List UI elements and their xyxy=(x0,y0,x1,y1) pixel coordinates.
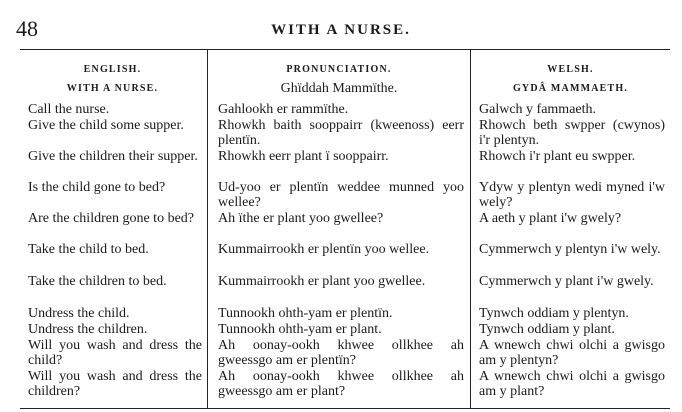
english-phrase: Take the child to bed. xyxy=(28,242,149,257)
english-phrase: Are the children gone to bed? xyxy=(28,211,194,226)
welsh-phrase: A wnewch chwi olchi a gwisgo am y plentyn? xyxy=(479,338,665,368)
welsh-phrase: Rhowch i'r plant eu swpper. xyxy=(479,149,636,164)
welsh-column xyxy=(471,50,670,408)
welsh-phrase: Ydyw y plentyn wedi myned i'w wely? xyxy=(479,180,665,210)
pronunciation-phrase: Kummairrookh er plentïn yoo wellee. xyxy=(218,242,430,257)
english-phrase: Undress the child. xyxy=(28,306,130,321)
pronunciation-column-subheader: Ghïddah Mammïthe. xyxy=(280,81,398,96)
pronunciation-phrase: Tunnookh ohth-yam er plant. xyxy=(218,322,382,337)
welsh-phrase: Tynwch oddiam y plentyn. xyxy=(479,306,629,321)
welsh-phrase: Cymmerwch y plant i'w gwely. xyxy=(479,274,654,289)
english-phrase: Call the nurse. xyxy=(28,102,110,117)
pronunciation-phrase: Ah oonay-ookh khwee ollkhee ah gweessgo am er plentïn? xyxy=(218,338,464,368)
welsh-phrase: Rhowch beth swpper (cwynos) i'r plentyn. xyxy=(479,118,665,148)
english-phrase: Give the child some supper. xyxy=(28,118,184,133)
english-phrase: Give the children their supper. xyxy=(28,149,198,164)
english-column-header: ENGLISH. xyxy=(83,64,142,75)
pronunciation-phrase: Ah oonay-ookh khwee ollkhee ah gweessgo am er plant? xyxy=(218,369,464,399)
english-column xyxy=(20,50,205,408)
english-phrase: Will you wash and dress the children? xyxy=(28,369,202,399)
welsh-phrase: A wnewch chwi olchi a gwisgo am y plant? xyxy=(479,369,665,399)
welsh-phrase: Cymmerwch y plentyn i'w wely. xyxy=(479,242,661,257)
phrase-table xyxy=(20,49,670,409)
pronunciation-phrase: Ah ïthe er plant yoo gwellee? xyxy=(218,211,384,226)
page-number: 48 xyxy=(16,16,38,41)
welsh-phrase: Tynwch oddiam y plant. xyxy=(479,322,615,337)
pronunciation-column xyxy=(207,50,471,408)
pronunciation-phrase: Rhowkh baith sooppairr (kweenoss) eerr plentïn. xyxy=(218,118,464,148)
welsh-column-header: WELSH. xyxy=(547,64,594,75)
pronunciation-phrase: Kummairrookh er plant yoo gwellee. xyxy=(218,274,426,289)
pronunciation-phrase: Gahlookh er rammïthe. xyxy=(218,102,349,117)
english-phrase: Take the children to bed. xyxy=(28,274,167,289)
pronunciation-phrase: Tunnookh ohth-yam er plentïn. xyxy=(218,306,393,321)
welsh-column-subheader: GYDÂ MAMMAETH. xyxy=(512,83,629,94)
pronunciation-phrase: Ud-yoo er plentïn weddee munned yoo wellee? xyxy=(218,180,464,210)
page-header xyxy=(0,10,682,50)
running-title: WITH A NURSE. xyxy=(271,22,411,38)
pronunciation-column-header: PRONUNCIATION. xyxy=(286,64,392,75)
welsh-phrase: A aeth y plant i'w gwely? xyxy=(479,211,622,226)
english-column-subheader: WITH A NURSE. xyxy=(66,83,159,94)
english-phrase: Is the child gone to bed? xyxy=(28,180,166,195)
welsh-phrase: Galwch y fammaeth. xyxy=(479,102,597,117)
english-phrase: Will you wash and dress the child? xyxy=(28,338,202,368)
english-phrase: Undress the children. xyxy=(28,322,148,337)
pronunciation-phrase: Rhowkh eerr plant ï sooppairr. xyxy=(218,149,389,164)
